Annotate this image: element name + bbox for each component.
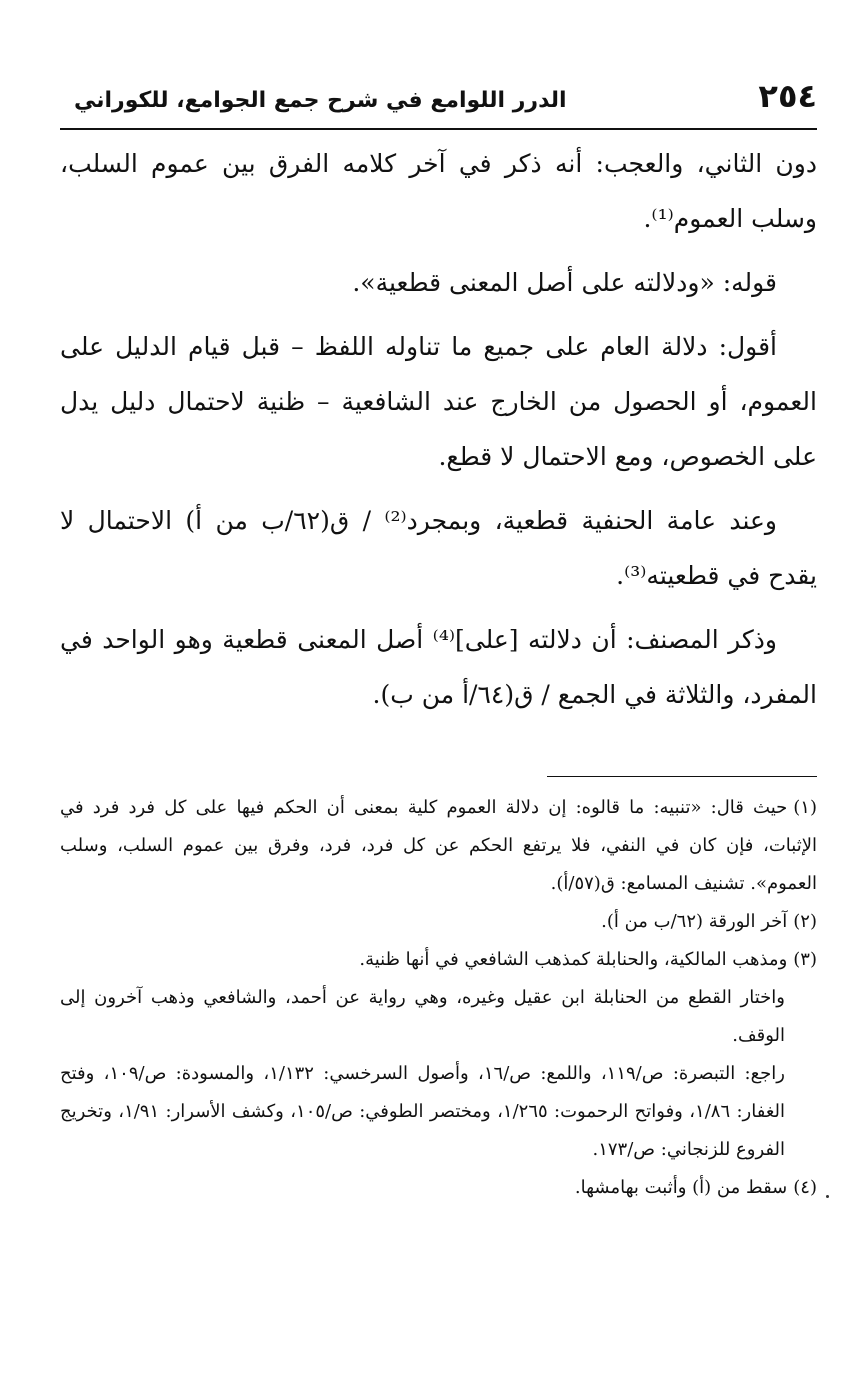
running-header (60, 77, 817, 130)
book-page (60, 77, 817, 1207)
footnote-number: (١) (793, 797, 817, 818)
footnotes (60, 789, 817, 1207)
header-title: الدرر اللوامع في شرح جمع الجوامع، للكوراني (74, 88, 567, 113)
footnote-text: ومذهب المالكية، والحنابلة كمذهب الشافعي في أنها ظنية. (359, 949, 788, 970)
paragraph: قوله: «ودلالته على أصل المعنى قطعية». (352, 268, 777, 297)
footnote-number: (٤) (793, 1177, 817, 1198)
footnote-3-continuation: واختار القطع من الحنابلة ابن عقيل وغيره، وهي رواية عن أحمد، والشافعي وذهب آخرون إلى الوقف. (60, 987, 785, 1046)
footnote-number: (٣) (793, 949, 817, 970)
main-text (60, 136, 817, 722)
footnote-3 (60, 941, 817, 979)
footnote-text: حيث قال: «تنبيه: ما قالوه: إن دلالة العموم كلية بمعنى أن الحكم فيها على كل فرد فرد في الإثبات، فإن كان في النفي، فلا يرتفع الحكم عن كل فرد، فرد، وفرق بين عموم السلب، وسلب العموم». تشنيف المسامع: ق(٥٧/أ). (60, 797, 817, 894)
footnote-4 (60, 1169, 817, 1207)
paragraph: أقول: دلالة العام على جميع ما تناوله اللفظ – قبل قيام الدليل على العموم، أو الحصول من الخارج عند الشافعية – ظنية لاحتمال دليل يدل على الخصوص، ومع الاحتمال لا قطع. (60, 332, 817, 471)
page-number: ٢٥٤ (758, 77, 817, 115)
footnote-text: آخر الورقة (٦٢/ب من أ). (601, 911, 788, 932)
paragraph: وذكر المصنف: أن دلالته [على]⁽⁴⁾ أصل المعنى قطعية وهو الواحد في المفرد، والثلاثة في الجمع / ق(٦٤/أ من ب). (60, 625, 817, 709)
footnote-3-references: راجع: التبصرة: ص/١١٩، واللمع: ص/١٦، وأصول السرخسي: ١/١٣٢، والمسودة: ص/١٠٩، وفتح الغفار: ١/٨٦، وفواتح الرحموت: ١/٢٦٥، ومختصر الطوفي: ص/١٠٥، وكشف الأسرار: ١/٩١، وتخريج الفروع للزنجاني: ص/١٧٣. (60, 1063, 786, 1160)
footnote-1 (60, 789, 817, 903)
footnote-text: سقط من (أ) وأثبت بهامشها. (574, 1177, 788, 1198)
paragraph: وعند عامة الحنفية قطعية، وبمجرد⁽²⁾ / ق(٦٢/ب من أ) الاحتمال لا يقدح في قطعيته⁽³⁾. (60, 506, 817, 590)
footnote-divider (547, 776, 817, 777)
paragraph: دون الثاني، والعجب: أنه ذكر في آخر كلامه الفرق بين عموم السلب، وسلب العموم⁽¹⁾. (60, 149, 817, 233)
footnote-2 (60, 903, 817, 941)
footnote-number: (٢) (793, 911, 817, 932)
scan-speck (826, 1195, 829, 1198)
